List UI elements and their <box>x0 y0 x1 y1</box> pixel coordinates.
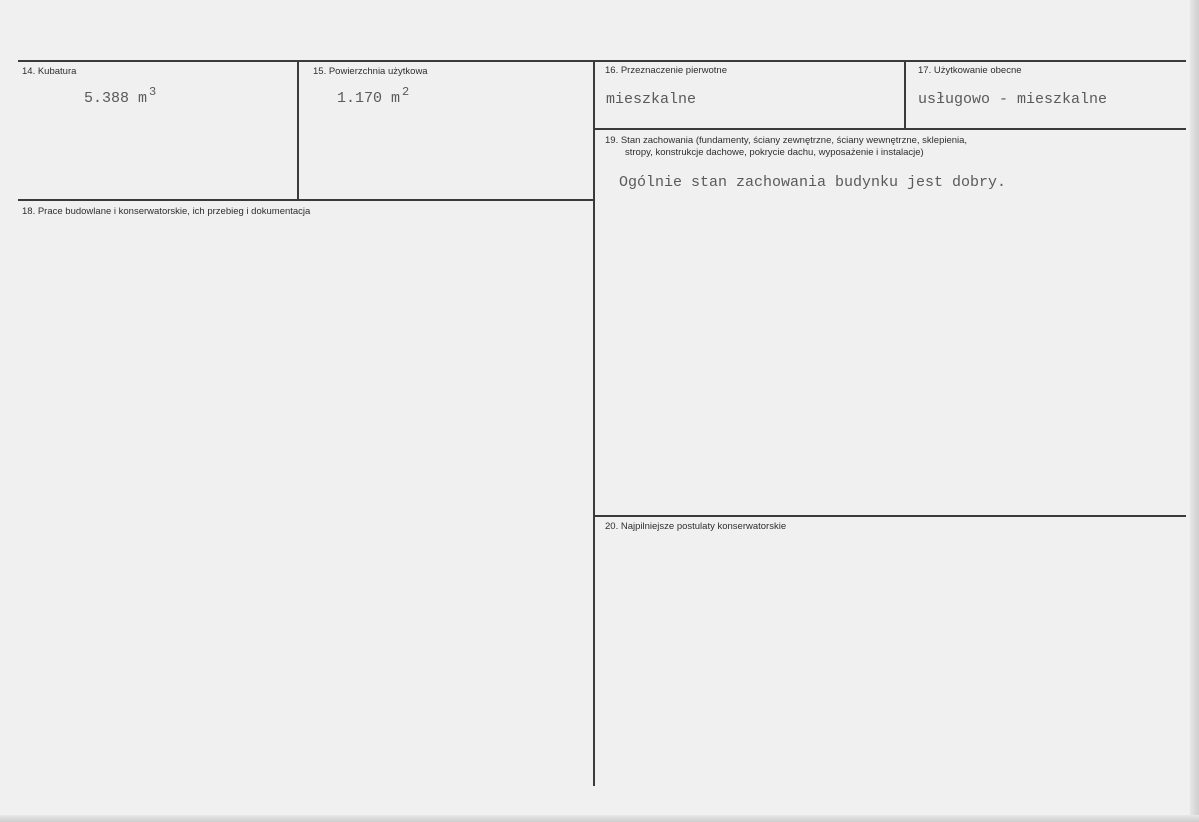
rule-above-20 <box>594 515 1186 517</box>
field-16-label: 16. Przeznaczenie pierwotne <box>605 65 727 76</box>
field-15-number: 1.170 m <box>337 90 401 107</box>
field-15-unit-exponent: 2 <box>402 85 410 99</box>
field-15-label: 15. Powierzchnia użytkowa <box>313 66 428 77</box>
field-19-value: Ogólnie stan zachowania budynku jest dobry. <box>619 174 1007 191</box>
divider-14-15 <box>297 60 299 200</box>
field-14-label: 14. Kubatura <box>22 66 77 77</box>
rule-under-14-15 <box>18 199 594 201</box>
card-bottom-edge <box>0 815 1199 822</box>
divider-center <box>593 60 595 786</box>
card-right-edge <box>1190 0 1199 822</box>
field-15-value <box>337 85 410 108</box>
field-17-label: 17. Użytkowanie obecne <box>918 65 1022 76</box>
field-16-value: mieszkalne <box>606 91 697 108</box>
top-rule <box>18 60 1186 62</box>
field-20-label: 20. Najpilniejsze postulaty konserwatorskie <box>605 521 787 532</box>
field-18-label: 18. Prace budowlane i konserwatorskie, ich przebieg i dokumentacja <box>22 206 311 217</box>
field-14-number: 5.388 m <box>84 90 148 107</box>
divider-16-17 <box>904 60 906 129</box>
field-19-label-line2: stropy, konstrukcje dachowe, pokrycie dachu, wyposażenie i instalacje) <box>625 147 924 158</box>
field-14-value <box>84 85 157 108</box>
rule-under-16-17 <box>594 128 1186 130</box>
field-17-value: usługowo - mieszkalne <box>918 91 1108 108</box>
field-19-label-line1: 19. Stan zachowania (fundamenty, ściany zewnętrzne, ściany wewnętrzne, sklepienia, <box>605 135 968 146</box>
field-14-unit-exponent: 3 <box>149 85 157 99</box>
